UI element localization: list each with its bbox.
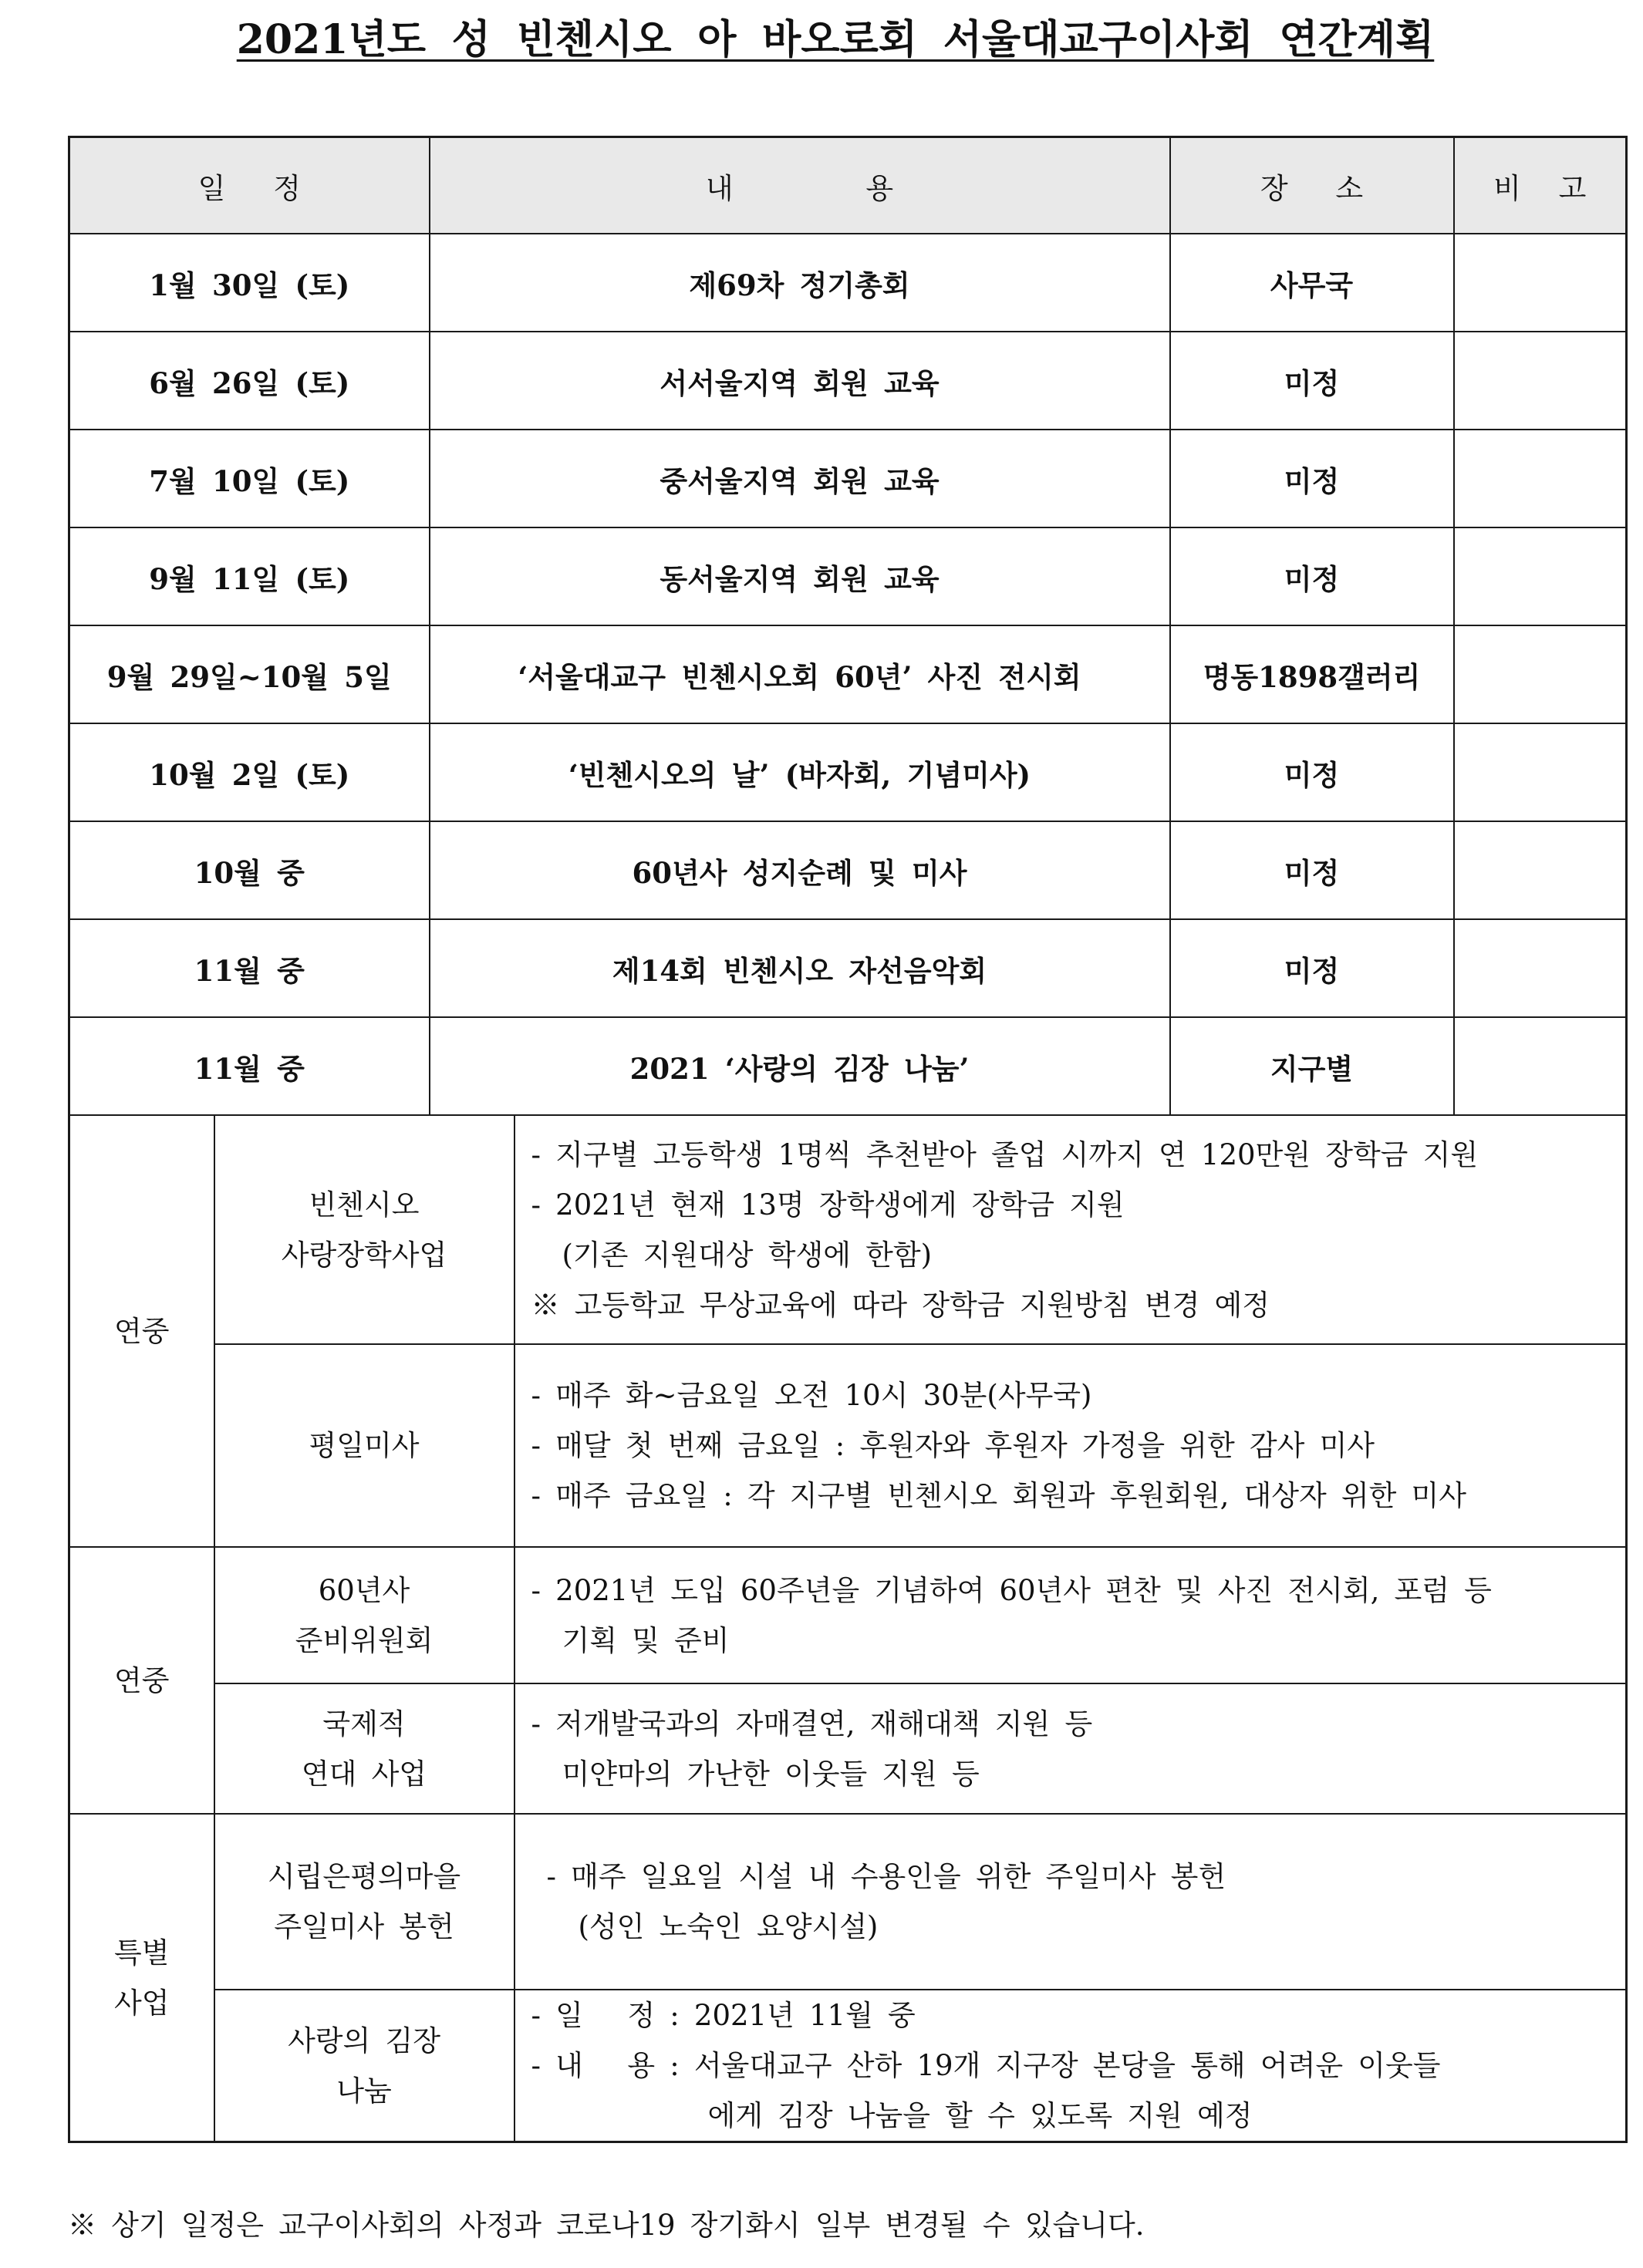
category-line: 사업 [114, 1986, 170, 2020]
header-row [69, 137, 1627, 234]
table-row [69, 723, 1627, 821]
detail-line: (기존 지원대상 학생에 한함) [562, 1238, 933, 1272]
program-details [514, 1683, 1627, 1814]
schedule-note [1454, 1017, 1627, 1115]
schedule-date: 10월 중 [69, 821, 430, 919]
schedule-content: 60년사 성지순례 및 미사 [430, 821, 1170, 919]
detail-line: - 매주 금요일 : 각 지구별 빈첸시오 회원과 후원회원, 대상자 위한 미사 [531, 1479, 1467, 1512]
header-note: 비 고 [1454, 137, 1627, 234]
schedule-place: 미정 [1170, 527, 1454, 625]
program-name-line: 평일미사 [309, 1429, 420, 1462]
program-category [69, 1814, 214, 2142]
program-name-line: 사랑장학사업 [281, 1238, 447, 1272]
footnote: ※ 상기 일정은 교구이사회의 사정과 코로나19 장기화시 일부 변경될 수 있습니다. [68, 2209, 1145, 2242]
header-place: 장 소 [1170, 137, 1454, 234]
schedule-note [1454, 430, 1627, 527]
table-row [69, 1017, 1627, 1115]
table-row [69, 919, 1627, 1017]
schedule-place: 명동1898갤러리 [1170, 625, 1454, 723]
program-details [514, 1814, 1627, 1990]
schedule-content: 중서울지역 회원 교육 [430, 430, 1170, 527]
schedule-content: 제69차 정기총회 [430, 234, 1170, 332]
schedule-date: 11월 중 [69, 919, 430, 1017]
header-schedule: 일 정 [69, 137, 430, 234]
program-name-line: 60년사 [318, 1573, 410, 1607]
program-row [69, 1683, 1627, 1814]
program-category [69, 1547, 214, 1814]
detail-line: - 2021년 도입 60주년을 기념하여 60년사 편찬 및 사진 전시회, 포럼 등 [531, 1573, 1492, 1607]
program-row [69, 1814, 1627, 1990]
schedule-content: ‘빈첸시오의 날’ (바자회, 기념미사) [430, 723, 1170, 821]
table-row [69, 430, 1627, 527]
detail-line: - 내 용 : 서울대교구 산하 19개 지구장 본당을 통해 어려운 이웃들 [531, 2049, 1441, 2082]
program-name-line: 나눔 [336, 2074, 392, 2108]
schedule-content: 동서울지역 회원 교육 [430, 527, 1170, 625]
schedule-date: 1월 30일 (토) [69, 234, 430, 332]
program-category [69, 1115, 214, 1547]
schedule-place: 미정 [1170, 723, 1454, 821]
schedule-note [1454, 723, 1627, 821]
document-title: 2021년도 성 빈첸시오 아 바오로회 서울대교구이사회 연간계획 [236, 16, 1435, 63]
detail-line: - 매주 화~금요일 오전 10시 30분(사무국) [531, 1379, 1092, 1412]
schedule-place: 미정 [1170, 430, 1454, 527]
program-name-line: 연대 사업 [301, 1757, 427, 1791]
schedule-note [1454, 234, 1627, 332]
program-name-line: 주일미사 봉헌 [274, 1910, 454, 1943]
schedule-date: 6월 26일 (토) [69, 332, 430, 430]
detail-line: - 저개발국과의 자매결연, 재해대책 지원 등 [531, 1707, 1093, 1741]
detail-line: - 2021년 현재 13명 장학생에게 장학금 지원 [531, 1188, 1125, 1222]
program-row [69, 1990, 1627, 2142]
schedule-content: 제14회 빈첸시오 자선음악회 [430, 919, 1170, 1017]
table-row [69, 527, 1627, 625]
detail-line: 에게 김장 나눔을 할 수 있도록 지원 예정 [707, 2099, 1253, 2132]
detail-line: - 지구별 고등학생 1명씩 추천받아 졸업 시까지 연 120만원 장학금 지원 [531, 1137, 1479, 1171]
program-details [514, 1344, 1627, 1547]
schedule-date: 10월 2일 (토) [69, 723, 430, 821]
schedule-content: 2021 ‘사랑의 김장 나눔’ [430, 1017, 1170, 1115]
detail-line: 기획 및 준비 [562, 1623, 730, 1657]
schedule-place: 미정 [1170, 821, 1454, 919]
schedule-place: 지구별 [1170, 1017, 1454, 1115]
schedule-note [1454, 527, 1627, 625]
schedule-date: 11월 중 [69, 1017, 430, 1115]
program-row [69, 1344, 1627, 1547]
schedule-note [1454, 919, 1627, 1017]
table-row [69, 234, 1627, 332]
program-row [69, 1547, 1627, 1683]
program-name [214, 1344, 514, 1547]
program-name-line: 빈첸시오 [309, 1188, 420, 1222]
program-details [514, 1547, 1627, 1683]
program-details [514, 1990, 1627, 2142]
schedule-content: 서서울지역 회원 교육 [430, 332, 1170, 430]
program-name [214, 1115, 514, 1344]
program-name-line: 사랑의 김장 [288, 2024, 440, 2057]
schedule-date: 9월 29일~10월 5일 [69, 625, 430, 723]
schedule-note [1454, 821, 1627, 919]
program-name [214, 1683, 514, 1814]
program-name-line: 시립은평의마을 [267, 1860, 461, 1893]
schedule-content: ‘서울대교구 빈첸시오회 60년’ 사진 전시회 [430, 625, 1170, 723]
schedule-note [1454, 625, 1627, 723]
program-name [214, 1547, 514, 1683]
category-line: 연중 [114, 1663, 170, 1697]
program-details [514, 1115, 1627, 1344]
program-name [214, 1990, 514, 2142]
schedule-date: 7월 10일 (토) [69, 430, 430, 527]
annual-plan-table [68, 136, 1628, 2143]
detail-line: - 일 정 : 2021년 11월 중 [531, 1999, 916, 2032]
detail-line: ※ 고등학교 무상교육에 따라 장학금 지원방침 변경 예정 [531, 1288, 1270, 1322]
detail-line: - 매달 첫 번째 금요일 : 후원자와 후원자 가정을 위한 감사 미사 [531, 1429, 1375, 1462]
detail-line: 미얀마의 가난한 이웃들 지원 등 [562, 1757, 980, 1791]
program-row [69, 1115, 1627, 1344]
detail-line: - 매주 일요일 시설 내 수용인을 위한 주일미사 봉헌 [546, 1860, 1226, 1893]
schedule-note [1454, 332, 1627, 430]
table-row [69, 625, 1627, 723]
category-line: 연중 [114, 1314, 170, 1348]
detail-line: (성인 노숙인 요양시설) [578, 1910, 879, 1943]
schedule-place: 미정 [1170, 332, 1454, 430]
schedule-place: 사무국 [1170, 234, 1454, 332]
table-row [69, 332, 1627, 430]
program-name-line: 준비위원회 [295, 1623, 434, 1657]
schedule-place: 미정 [1170, 919, 1454, 1017]
table-row [69, 821, 1627, 919]
program-name [214, 1814, 514, 1990]
program-name-line: 국제적 [322, 1707, 406, 1741]
category-line: 특별 [114, 1936, 170, 1970]
schedule-date: 9월 11일 (토) [69, 527, 430, 625]
header-content: 내 용 [430, 137, 1170, 234]
